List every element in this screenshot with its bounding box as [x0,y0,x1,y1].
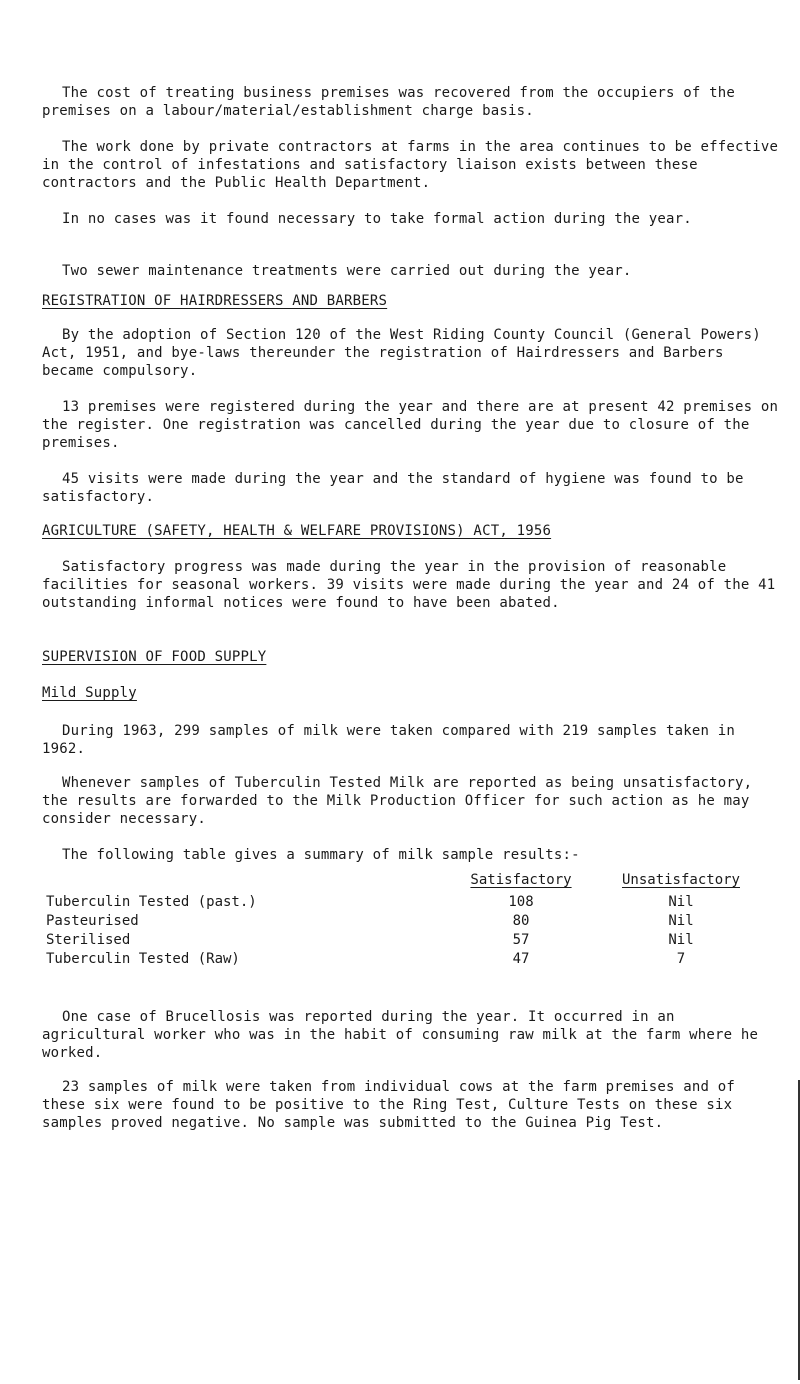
paragraph-table-intro: The following table gives a summary of milk sample results:- [62,847,580,863]
paragraph-sewer-treatments: Two sewer maintenance treatments were carried out during the year. [62,263,632,279]
row-satisfactory: 47 [512,950,530,967]
heading-agriculture-act: AGRICULTURE (SAFETY, HEALTH & WELFARE PROVISIONS) ACT, 1956 [42,523,552,539]
row-unsatisfactory: Nil [668,893,694,910]
heading-hairdressers: REGISTRATION OF HAIRDRESSERS AND BARBERS [42,293,388,309]
table-row [46,911,766,930]
table-row [46,930,766,949]
paragraph-formal-action: In no cases was it found necessary to take formal action during the year. [62,211,692,227]
paragraph-private-contractors: The work done by private contractors at farms in the area continues to be effective in the control of infestations and satisfactory liaison exists between these contractors and the Public Health Department. [42,139,787,191]
paragraph-hairdressers-adoption: By the adoption of Section 120 of the West Riding County Council (General Powers) Act, 1951, and bye-laws thereunder the registration of Hairdressers and Barbers became compulsory. [42,327,770,379]
row-label: Pasteurised [46,912,139,929]
row-satisfactory: 57 [512,931,530,948]
paragraph-brucellosis: One case of Brucellosis was reported during the year. It occurred in an agricultural worker who was in the habit of consuming raw milk at the farm where he worked. [42,1009,767,1061]
table-row [46,949,766,968]
table-header-blank [46,868,446,892]
paragraph-ring-test: 23 samples of milk were taken from individual cows at the farm premises and of these six were found to be positive to the Ring Test, Culture Tests on these six samples proved negative. No sample was submitted to the Guinea Pig Test. [42,1079,744,1131]
table-header-row [46,868,766,892]
table-row [46,892,766,911]
heading-milk-supply: Mild Supply [42,685,137,701]
milk-results-table [46,868,766,968]
table-header-unsatisfactory: Unsatisfactory [621,872,740,888]
table-header-satisfactory: Satisfactory [470,872,572,888]
row-unsatisfactory: Nil [668,931,694,948]
row-label: Sterilised [46,931,131,948]
heading-food-supply: SUPERVISION OF FOOD SUPPLY [42,649,267,665]
paragraph-premises-registered: 13 premises were registered during the year and there are at present 42 premises on the register. One registration was cancelled during the year due to closure of the premises. [42,399,787,451]
row-satisfactory: 80 [512,912,530,929]
paragraph-cost-recovery: The cost of treating business premises was recovered from the occupiers of the premises on a labour/material/establishment charge basis. [42,85,744,119]
row-label: Tuberculin Tested (Raw) [46,950,240,967]
paragraph-seasonal-workers: Satisfactory progress was made during the year in the provision of reasonable facilities for seasonal workers. 39 visits were made during the year and 24 of the 41 outstanding informal notices were found to have been abated. [42,559,785,611]
row-unsatisfactory: 7 [676,950,686,967]
paragraph-tuberculin-unsatisfactory: Whenever samples of Tuberculin Tested Milk are reported as being unsatisfactory, the results are forwarded to the Milk Production Officer for such action as he may consider necessary. [42,775,761,827]
row-satisfactory: 108 [508,893,534,910]
paragraph-hygiene-visits: 45 visits were made during the year and the standard of hygiene was found to be satisfactory. [42,471,753,505]
row-label: Tuberculin Tested (past.) [46,893,257,910]
paragraph-milk-samples: During 1963, 299 samples of milk were taken compared with 219 samples taken in 1962. [42,723,744,757]
row-unsatisfactory: Nil [668,912,694,929]
